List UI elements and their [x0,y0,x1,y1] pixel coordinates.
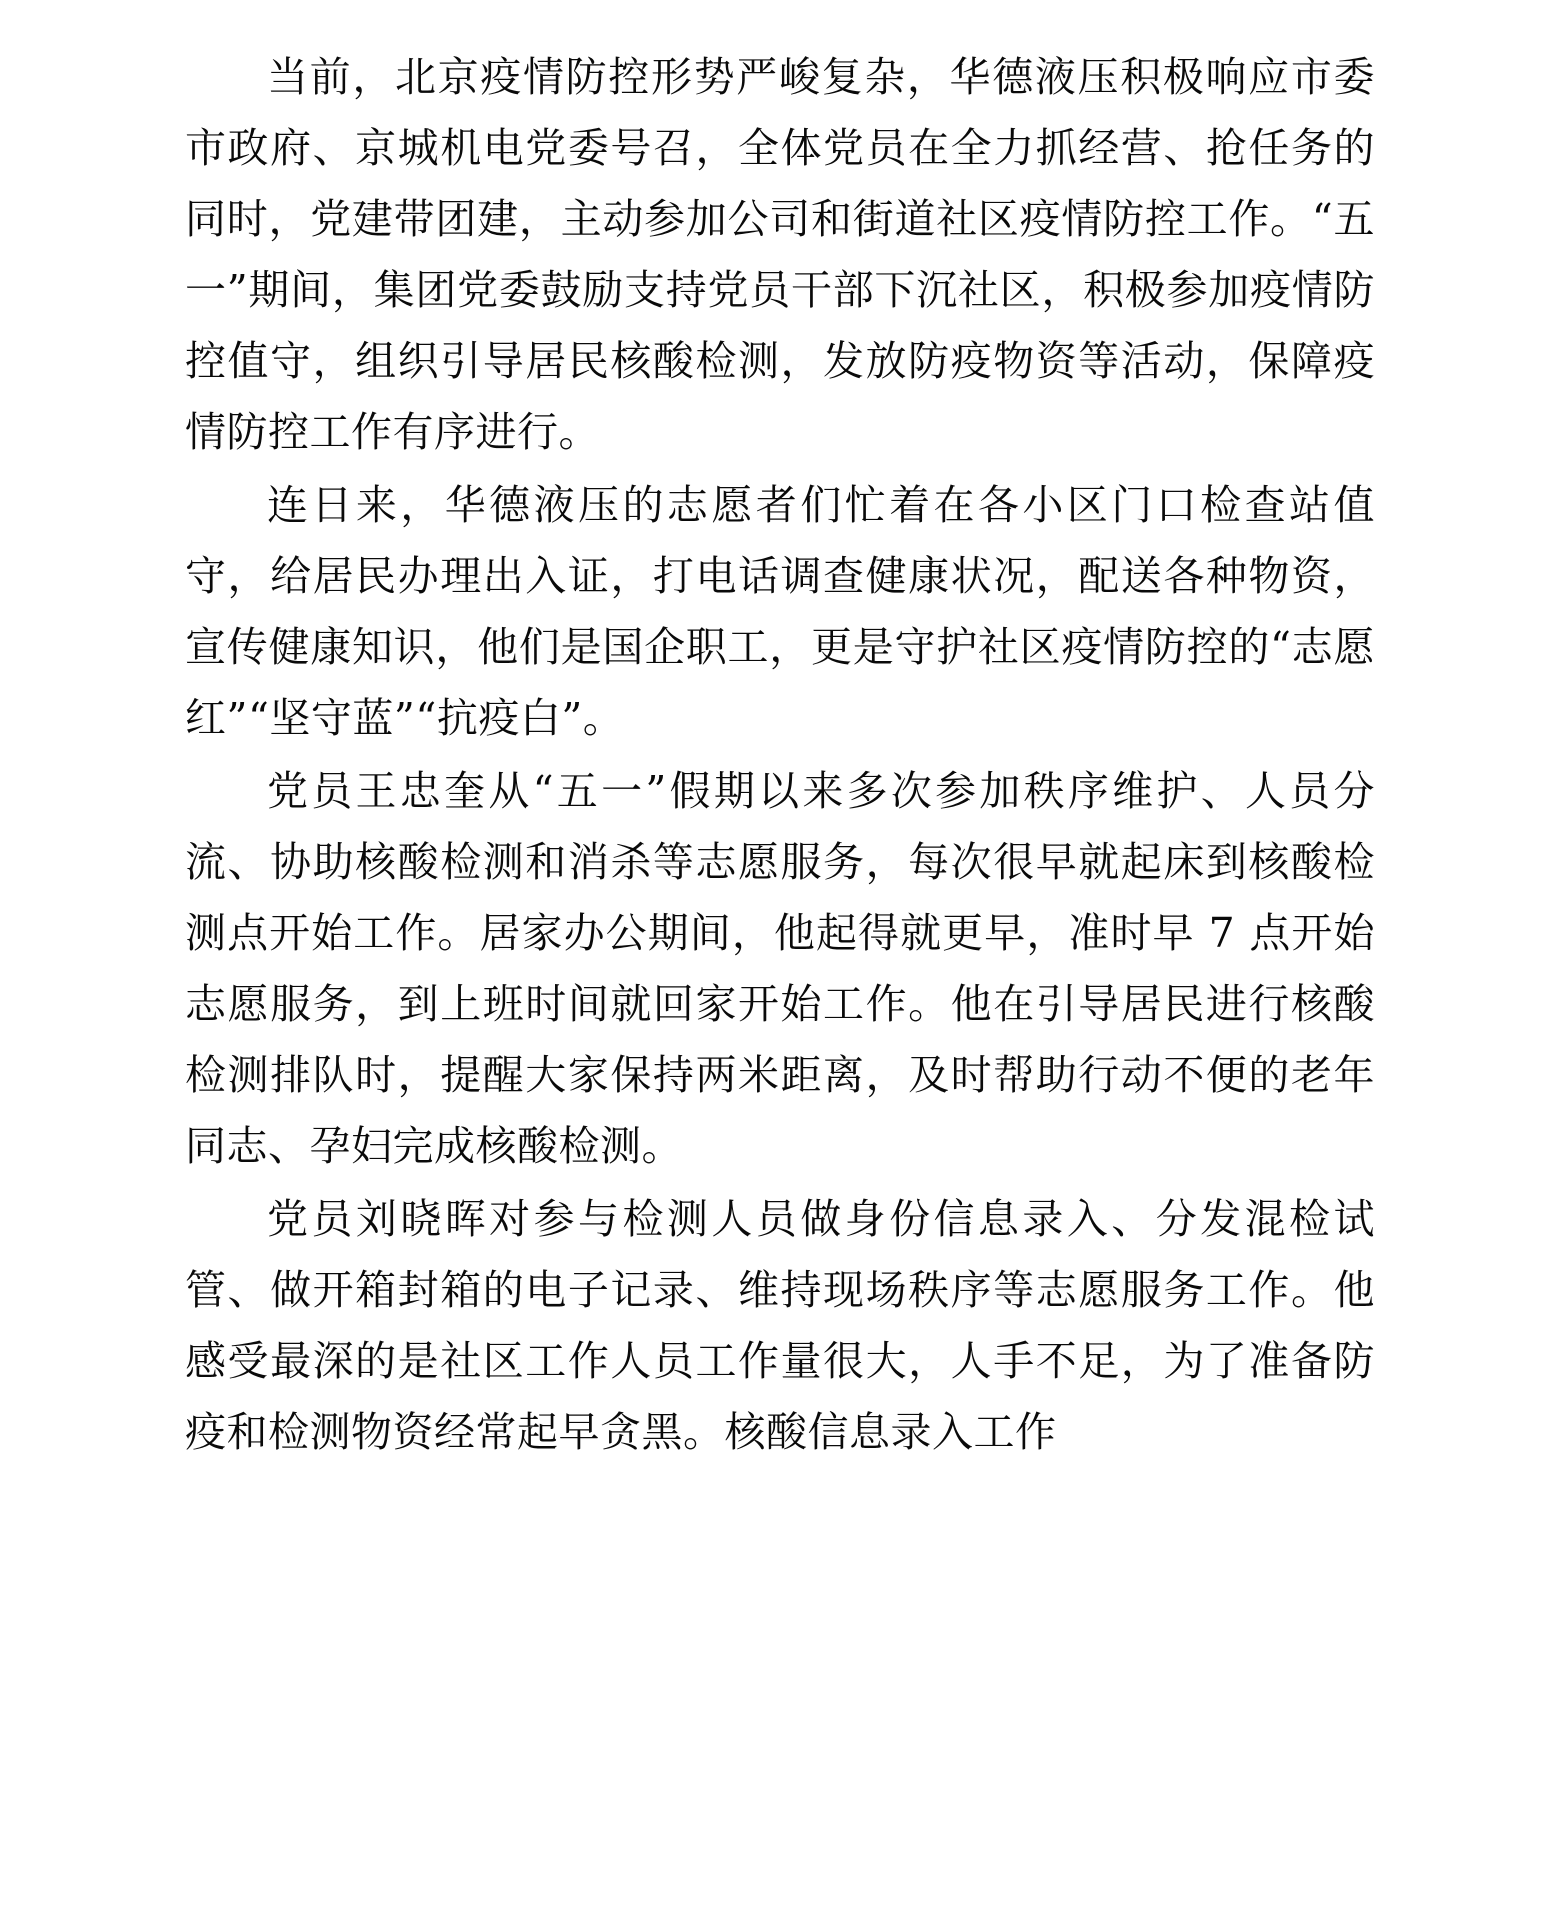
paragraph-2: 连日来，华德液压的志愿者们忙着在各小区门口检查站值守，给居民办理出入证，打电话调查健康状况，配送各种物资，宣传健康知识，他们是国企职工，更是守护社区疫情防控的“志愿红”“坚守蓝”“抗疫白”。 [185,481,1375,742]
paragraph-4: 党员刘晓晖对参与检测人员做身份信息录入、分发混检试管、做开箱封箱的电子记录、维持现场秩序等志愿服务工作。他感受最深的是社区工作人员工作量很大，人手不足，为了准备防疫和检测物资经常起早贪黑。核酸信息录入工作 [185,1195,1375,1456]
paragraph-1: 当前，北京疫情防控形势严峻复杂，华德液压积极响应市委市政府、京城机电党委号召，全体党员在全力抓经营、抢任务的同时，党建带团建，主动参加公司和街道社区疫情防控工作。“五一”期间，集团党委鼓励支持党员干部下沉社区，积极参加疫情防控值守，组织引导居民核酸检测，发放防疫物资等活动，保障疫情防控工作有序进行。 [185,53,1375,456]
document-body [185,42,1375,1468]
paragraph-3: 党员王忠奎从“五一”假期以来多次参加秩序维护、人员分流、协助核酸检测和消杀等志愿服务，每次很早就起床到核酸检测点开始工作。居家办公期间，他起得就更早，准时早 7 点开始志愿服务，到上班时间就回家开始工作。他在引导居民进行核酸检测排队时，提醒大家保持两米距离，及时帮助行动不便的老年同志、孕妇完成核酸检测。 [185,767,1375,1170]
